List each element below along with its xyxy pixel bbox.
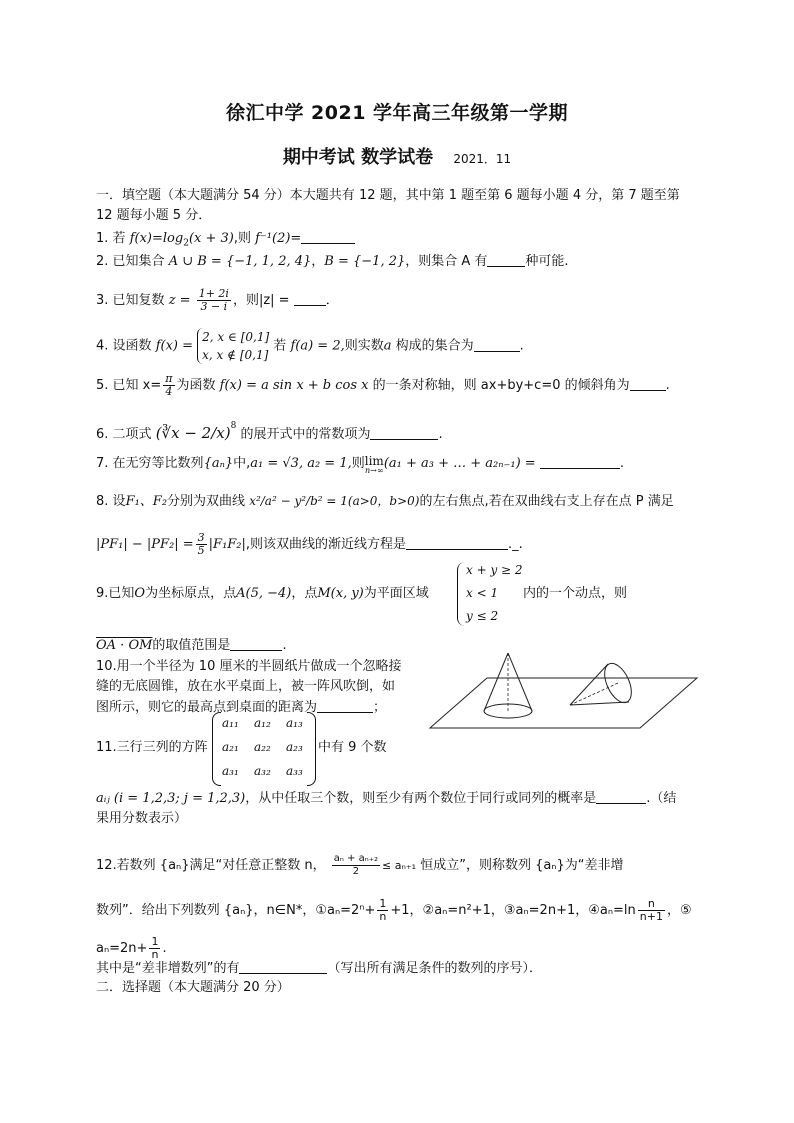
matrix-left-paren (212, 712, 221, 786)
question-3: 3. 已知复数 z = $\frac{1+ 2i}{3 - i}$ ，则|z| = ． (96, 287, 339, 313)
question-9-line2: OA · OM的取值范围是 . (96, 638, 287, 653)
question-8-line1: 8. 设F₁、F₂分别为双曲线 x²/a² − y²/b² = 1(a>0，b>0)的左右焦点,若在双曲线右支上存在点 P 满足 (96, 494, 674, 509)
answer-blank-5[interactable] (630, 377, 666, 391)
question-11-line1-text: 11.三行三列的方阵 (96, 740, 208, 755)
question-11-line3: 果用分数表示） (96, 811, 188, 826)
cone-figure (425, 650, 700, 735)
question-9-line1: 9.已知O为坐标原点，点A(5, −4)，点M(x, y)为平面区域 (96, 586, 429, 601)
question-10-line1: 10.用一个半径为 10 厘米的半圆纸片做成一个忽略接 (96, 659, 402, 674)
table-plane (430, 678, 697, 728)
section1-heading-line1: 一．填空题（本大题满分 54 分）本大题共有 12 题，其中第 1 题至第 6 题每小题 4 分，第 7 题至第 (96, 188, 680, 203)
question-12-line1: 12.若数列 {aₙ}满足“对任意正整数 n， $\frac{\text{aₙ + aₙ₊₂}}{2}$ ≤ aₙ₊₁ 恒成立”，则称数列 {aₙ}为“差非增 (96, 853, 624, 877)
question-1: 1. 若 $f(x)=\log_2(x + 3)$,则 f⁻¹(2)= (96, 230, 355, 252)
answer-blank-2[interactable] (487, 253, 525, 267)
answer-blank-8[interactable] (406, 536, 508, 550)
question-5: 5. 已知 x= $\frac{\pi}{4}$ 为函数 f(x) = a sin x + b cos x 的一条对称轴，则 ax+by+c=0 的倾斜角为 . (96, 372, 670, 398)
question-7: 7. 在无穷等比数列{aₙ}中,a₁ = √3, a₂ = 1,则 lim n→∞ (a₁ + a₃ + … + a₂ₙ₋₁) = . (96, 454, 624, 475)
answer-blank-11[interactable] (596, 790, 646, 804)
section2-heading: 二．选择题（本大题满分 20 分） (96, 980, 290, 995)
question-9-tail: 内的一个动点，则 (523, 586, 628, 601)
constraint-3: y ≤ 2 (466, 609, 499, 623)
question-12-line2: 数列”．给出下列数列 {aₙ}，n∈N*，①aₙ=2ⁿ+ $\frac{1}{n}$ +1，②aₙ=n²+1，③aₙ=2n+1，④aₙ=ln $\frac{n}{n+1}$ ，⑤ (96, 897, 692, 923)
answer-blank-1[interactable] (301, 230, 355, 244)
matrix-cell: a₁₂ (254, 716, 271, 730)
question-11-line1-tail: 中有 9 个数 (318, 740, 387, 755)
answer-blank-3[interactable] (294, 292, 326, 306)
subtitle-text: 期中考试 数学试卷 (282, 147, 434, 168)
answer-blank-9[interactable] (230, 637, 282, 651)
question-8-line2: |PF₁| − |PF₂| = $\frac{3}{5}$ |F₁F₂|,则该双曲线的渐近线方程是 ._. (96, 531, 523, 557)
question-10-line3: 图所示，则它的最高点到桌面的距离为 ； (96, 700, 387, 715)
upright-cone (484, 653, 532, 718)
question-10-line2: 缝的无底圆锥，放在水平桌面上，被一阵风吹倒，如 (96, 679, 396, 694)
matrix-cell: a₃₂ (254, 764, 271, 778)
question-12-line4: 其中是“差非增数列”的有 （写出所有满足条件的数列的序号）． (96, 961, 542, 976)
matrix-cell: a₁₁ (222, 716, 239, 730)
matrix-cell: a₃₃ (286, 764, 303, 778)
exam-date: 2021．11 (453, 152, 512, 166)
answer-blank-7[interactable] (540, 455, 620, 469)
matrix-cell: a₂₃ (286, 740, 303, 754)
system-brace (457, 562, 466, 626)
constraint-2: x < 1 (466, 586, 499, 600)
matrix-cell: a₂₁ (222, 740, 239, 754)
answer-blank-12[interactable] (239, 960, 327, 974)
matrix-cell: a₃₁ (222, 764, 239, 778)
matrix-cell: a₂₂ (254, 740, 271, 754)
question-4: 4. 设函数 f(x) = 2, x ∈ [0,1] x, x ∉ [0,1] 若 f(a) = 2,则实数a 构成的集合为 . (96, 330, 524, 362)
fallen-cone (570, 659, 637, 706)
question-6: 6. 二项式 (∛x − 2/x)$^8$ 的展开式中的常数项为 . (96, 421, 443, 442)
exam-title: 徐汇中学 2021 学年高三年级第一学期 (225, 102, 569, 124)
exam-subtitle (0, 143, 794, 169)
matrix-cell: a₁₃ (286, 716, 303, 730)
answer-blank-6[interactable] (370, 426, 438, 440)
constraint-1: x + y ≥ 2 (466, 563, 523, 577)
answer-blank-4[interactable] (474, 338, 520, 352)
matrix-right-paren (307, 712, 316, 786)
question-12-line3: aₙ=2n+ $\frac{1}{n}$ . (96, 935, 167, 961)
section1-heading-line2: 12 题每小题 5 分． (96, 208, 212, 223)
answer-blank-10[interactable] (317, 699, 373, 713)
question-11-line2: aᵢⱼ (i = 1,2,3; j = 1,2,3)，从中任取三个数，则至少有两个数位于同行或同列的概率是 .（结 (96, 791, 677, 806)
question-2: 2. 已知集合 A ∪ B = {−1, 1, 2, 4}，B = {−1, 2}，则集合 A 有 种可能. (96, 254, 569, 269)
